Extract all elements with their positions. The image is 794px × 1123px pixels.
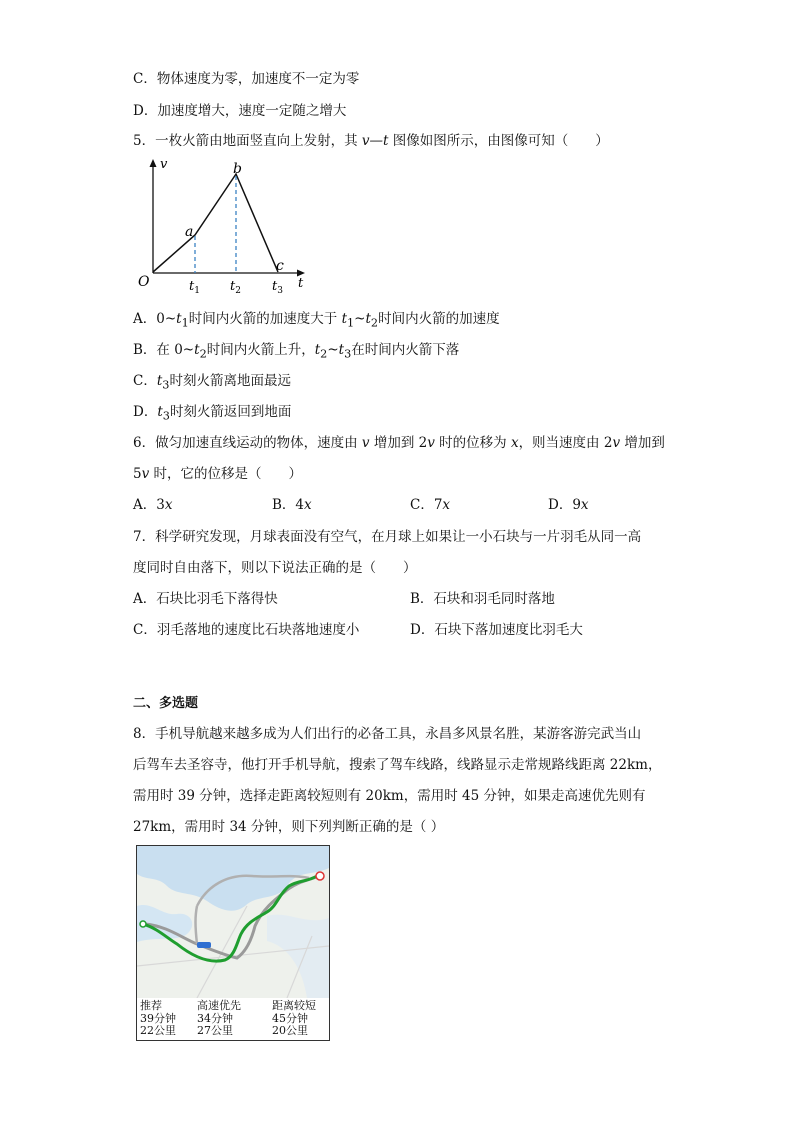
q6-x: x (510, 435, 519, 451)
route-distance: 22公里 (140, 1024, 176, 1037)
q5a-t: t (341, 311, 347, 327)
q6-v: v (141, 466, 150, 482)
question-8-stem-line3: 需用时 39 分钟，选择走距离较短则有 20km，需用时 45 分钟，如果走高速优先则有 (133, 788, 646, 804)
q5a-t: t (365, 311, 371, 327)
t2-tick-label: $t_2$ (230, 279, 241, 296)
q6-text: 6．做匀加速直线运动的物体，速度由 (133, 435, 362, 451)
route-time: 45分钟 (272, 1011, 308, 1025)
q5d-text: D． (133, 404, 158, 420)
section-heading: 二、多选题 (133, 696, 199, 711)
q6-option-a: A．3x (133, 497, 173, 513)
q5b-t: t (314, 342, 321, 358)
q5c-t: t (156, 373, 163, 389)
q6-option-d: D．9x (548, 497, 589, 513)
q7-option-b: B．石块和羽毛同时落地 (410, 591, 555, 607)
question-8-stem-line1: 8．手机导航越来越多成为人们出行的必备工具，永昌多风景名胜，某游客游完武当山 (133, 726, 642, 742)
q6-text: 5 (133, 466, 142, 482)
point-c-label: c (276, 258, 284, 274)
q5-stem-pre: 5．一枚火箭由地面竖直向上发射，其 (133, 133, 362, 149)
q5b-t: t (338, 342, 345, 358)
route-option-recommended (140, 1000, 176, 1038)
option-c-prev: C．物体速度为零，加速度不一定为零 (133, 71, 360, 87)
q5c-text: C． (133, 373, 157, 389)
question-6-stem-line2 (133, 462, 302, 482)
q6-v: v (612, 435, 621, 451)
start-marker (140, 921, 146, 927)
route-option-shortest (272, 1000, 316, 1038)
q5a-sub: 1 (181, 316, 189, 330)
q5-option-b (133, 338, 459, 361)
point-a-label: a (185, 224, 194, 240)
map-drawing (137, 846, 329, 998)
q5-vt-symbol: v—t (361, 133, 389, 149)
q5a-text: 时间内火箭的加速度大于 (188, 311, 342, 327)
v-axis-label: v (160, 157, 168, 172)
origin-label: O (138, 274, 150, 290)
navigation-map-screenshot (136, 845, 330, 1041)
q6-option-c: C．7x (410, 497, 451, 513)
q5c-sub: 3 (162, 378, 170, 392)
q5b-text: 时间内火箭上升， (206, 342, 315, 358)
question-8-stem-line2: 后驾车去圣容寺，他打开手机导航，搜索了驾车线路，线路显示走常规路线距离 22km， (133, 757, 662, 773)
q5b-text: ~ (327, 342, 339, 358)
q5b-text: 在时间内火箭下落 (351, 342, 460, 358)
q5d-sub: 3 (162, 409, 170, 423)
q5d-text: 时刻火箭返回到地面 (169, 404, 292, 420)
q7-option-c: C．羽毛落地的速度比石块落地速度小 (133, 622, 360, 638)
q6-option-b: B．4x (272, 497, 312, 513)
route-name: 距离较短 (272, 999, 316, 1012)
t1-tick-label: $t_1$ (189, 279, 200, 296)
q5d-t: t (157, 404, 163, 420)
q5a-t: t (176, 311, 182, 327)
route-name: 高速优先 (197, 999, 241, 1012)
t3-tick-label: $t_3$ (272, 279, 283, 296)
q5a-text: 时间内火箭的加速度 (378, 311, 500, 327)
vt-curve (153, 174, 278, 272)
q6-text: ，则当速度由 2 (518, 435, 613, 451)
q5a-sub: 1 (347, 316, 355, 330)
q5-stem-post: 图像如图所示，由图像可知（ ） (388, 133, 609, 149)
q5b-sub: 2 (199, 347, 207, 361)
q7-option-d: D．石块下落加速度比羽毛大 (410, 622, 583, 638)
route-name: 推荐 (140, 999, 162, 1012)
route-option-highway (197, 1000, 241, 1038)
route-distance: 20公里 (272, 1024, 308, 1037)
q5-option-a (133, 307, 500, 330)
route-alt-gray-link (196, 906, 198, 944)
option-d-prev: D．加速度增大，速度一定随之增大 (133, 103, 347, 119)
q5b-text: B．在 0~ (133, 342, 195, 358)
route-options-legend (137, 998, 329, 1040)
q5-option-c (133, 369, 291, 392)
route-label-tag (197, 942, 211, 948)
destination-marker (316, 872, 324, 880)
q6-text: 增加到 (620, 435, 665, 451)
question-8-stem-line4: 27km，需用时 34 分钟，则下列判断正确的是（ ） (133, 819, 445, 835)
q7-option-a: A．石块比羽毛下落得快 (133, 591, 278, 607)
q6-text: 时的位移为 (434, 435, 511, 451)
question-6-stem-line1 (133, 431, 665, 451)
q5b-t: t (194, 342, 200, 358)
point-b-label: b (233, 161, 242, 177)
q6-v: v (361, 435, 370, 451)
q5a-sub: 2 (370, 316, 379, 330)
q5a-text: ~ (354, 311, 366, 327)
q5a-text: A．0~ (133, 311, 177, 327)
velocity-time-graph (133, 156, 308, 296)
v-axis-arrow (150, 159, 157, 167)
t-axis-label: t (298, 276, 304, 291)
q5-option-d (133, 400, 291, 423)
q6-text: 时，它的位移是（ ） (149, 466, 303, 482)
q6-text: 增加到 2 (369, 435, 428, 451)
q5b-sub: 2 (320, 347, 328, 361)
route-time: 34分钟 (197, 1011, 233, 1025)
route-time: 39分钟 (140, 1011, 176, 1025)
q5c-text: 时刻火箭离地面最远 (169, 373, 291, 389)
q6-v: v (427, 435, 435, 451)
q5b-sub: 3 (344, 347, 352, 361)
route-distance: 27公里 (197, 1024, 233, 1037)
question-7-stem-line2: 度同时自由落下，则以下说法正确的是（ ） (133, 560, 417, 576)
question-7-stem-line1: 7．科学研究发现，月球表面没有空气，在月球上如果让一小石块与一片羽毛从同一高 (133, 529, 642, 545)
question-5-stem (133, 129, 609, 149)
